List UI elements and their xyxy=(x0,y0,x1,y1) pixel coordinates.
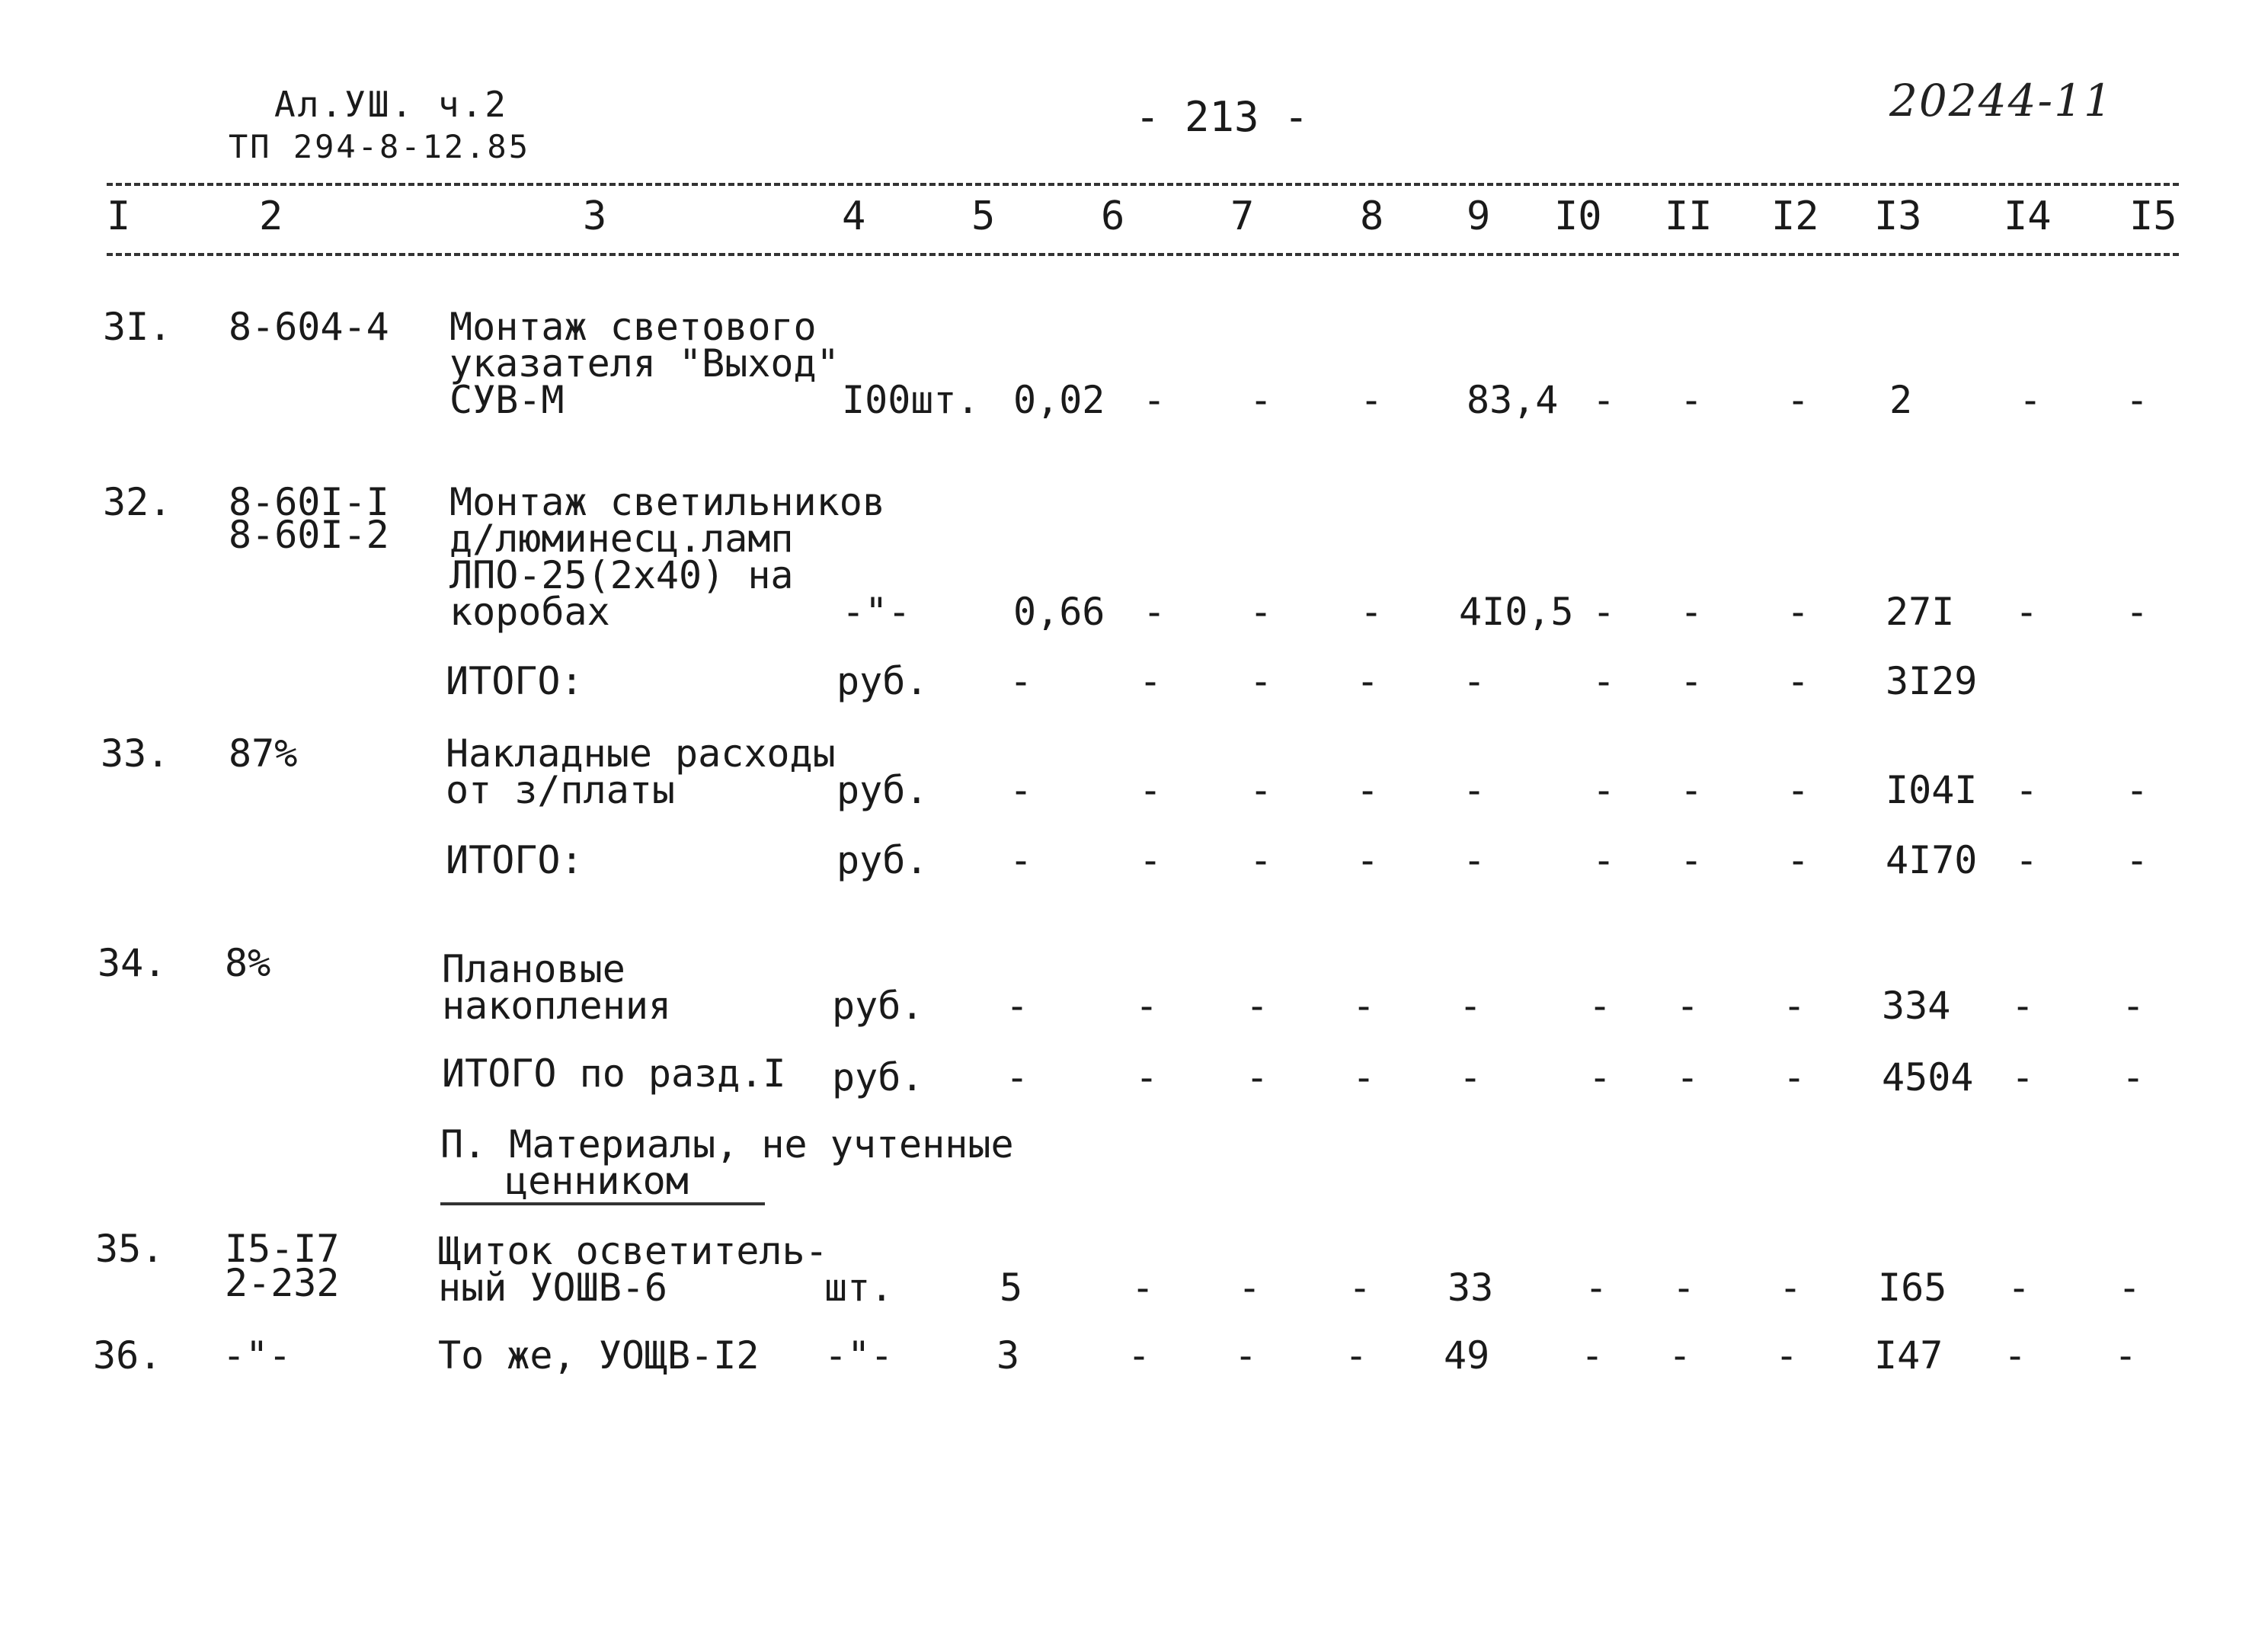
row-number: 32. xyxy=(103,480,172,524)
row-col10: - xyxy=(1581,1333,1604,1378)
row-col7: - xyxy=(1249,838,1273,882)
row-col8: - xyxy=(1352,1055,1376,1099)
row-unit: руб. xyxy=(837,659,929,703)
section-heading-underlined: ценником xyxy=(440,1163,765,1205)
row-col7: - xyxy=(1249,768,1273,812)
row-unit: -"- xyxy=(824,1333,894,1378)
row-col6: - xyxy=(1135,984,1159,1028)
row-col7: - xyxy=(1249,659,1273,703)
section-heading-line: П. Материалы, не учтенные xyxy=(440,1122,1014,1167)
row-col8: - xyxy=(1360,378,1384,422)
row-col7: - xyxy=(1238,1266,1262,1310)
row-col10: - xyxy=(1592,659,1616,703)
row-col5: 3 xyxy=(996,1333,1020,1378)
row-col9: 33 xyxy=(1447,1266,1494,1310)
row-code: -"- xyxy=(222,1333,292,1378)
row-unit: руб. xyxy=(837,838,929,882)
row-col6: - xyxy=(1143,378,1166,422)
row-col5: 5 xyxy=(1000,1266,1023,1310)
row-col15: - xyxy=(2114,1333,2138,1378)
colnum-8: 8 xyxy=(1360,194,1384,239)
header-top-rule xyxy=(107,183,2179,186)
row-unit: шт. xyxy=(824,1266,894,1310)
row-col9: 49 xyxy=(1444,1333,1490,1378)
colnum-2: 2 xyxy=(259,194,283,239)
colnum-5: 5 xyxy=(971,194,996,239)
page-number: - 213 - xyxy=(1135,93,1309,141)
colnum-12: I2 xyxy=(1771,194,1819,239)
row-desc-line: Монтаж светильников xyxy=(449,480,885,524)
row-col6: - xyxy=(1139,768,1163,812)
row-unit: I00шт. xyxy=(842,378,980,422)
row-col15: - xyxy=(2126,838,2149,882)
row-desc-line: Плановые xyxy=(442,947,625,991)
row-number: 3I. xyxy=(103,305,172,349)
row-desc-line: То же, УОЩВ-I2 xyxy=(438,1333,760,1378)
row-desc-line: коробах xyxy=(449,590,610,634)
document-number: 20244-11 xyxy=(1889,75,2113,126)
row-col10: - xyxy=(1592,768,1616,812)
row-col6: - xyxy=(1128,1333,1151,1378)
row-col5: - xyxy=(1006,984,1029,1028)
colnum-15: I5 xyxy=(2129,194,2177,239)
row-col12: - xyxy=(1787,590,1810,634)
row-col8: - xyxy=(1356,659,1380,703)
row-col11: - xyxy=(1672,1266,1696,1310)
row-col14: - xyxy=(2011,1055,2035,1099)
row-col6: - xyxy=(1139,838,1163,882)
row-col7: - xyxy=(1249,378,1273,422)
row-number: 34. xyxy=(98,941,167,985)
row-col15: - xyxy=(2126,590,2149,634)
row-col13: 4504 xyxy=(1882,1055,1974,1099)
row-col12: - xyxy=(1775,1333,1799,1378)
row-col8: - xyxy=(1348,1266,1372,1310)
row-desc-line: от з/платы xyxy=(446,768,676,812)
row-col12: - xyxy=(1787,838,1810,882)
colnum-6: 6 xyxy=(1101,194,1125,239)
row-col9: - xyxy=(1463,768,1486,812)
row-col6: - xyxy=(1139,659,1163,703)
row-col6: - xyxy=(1143,590,1166,634)
row-col9: - xyxy=(1463,838,1486,882)
row-number: 33. xyxy=(101,731,170,776)
row-number: 35. xyxy=(95,1227,165,1271)
row-col10: - xyxy=(1585,1266,1608,1310)
row-unit: -"- xyxy=(842,590,911,634)
row-code: 87% xyxy=(229,731,298,776)
row-col8: - xyxy=(1356,838,1380,882)
row-code: I5-I7 xyxy=(225,1227,340,1271)
row-col11: - xyxy=(1676,984,1700,1028)
row-desc-line: ИТОГО: xyxy=(446,838,584,882)
row-col14: - xyxy=(2007,1266,2031,1310)
colnum-11: II xyxy=(1665,194,1713,239)
row-code: 2-232 xyxy=(225,1261,340,1305)
row-col5: 0,02 xyxy=(1013,378,1105,422)
row-col15: - xyxy=(2126,378,2149,422)
row-col5: - xyxy=(1009,838,1033,882)
colnum-7: 7 xyxy=(1230,194,1255,239)
row-col14: - xyxy=(2015,768,2039,812)
row-col7: - xyxy=(1249,590,1273,634)
row-desc-line: указателя "Выход" xyxy=(449,341,840,386)
row-col7: - xyxy=(1246,984,1269,1028)
row-col14: - xyxy=(2015,590,2039,634)
row-desc-line: Монтаж светового xyxy=(449,305,817,349)
row-col5: - xyxy=(1006,1055,1029,1099)
colnum-1: I xyxy=(107,194,131,239)
row-desc-line: ИТОГО по разд.I xyxy=(442,1051,786,1096)
row-col10: - xyxy=(1592,838,1616,882)
row-unit: руб. xyxy=(832,984,924,1028)
row-code: 8-604-4 xyxy=(229,305,389,349)
row-col12: - xyxy=(1783,984,1806,1028)
row-desc-line: Щиток осветитель- xyxy=(438,1229,828,1273)
row-col12: - xyxy=(1787,659,1810,703)
row-col12: - xyxy=(1787,768,1810,812)
row-number: 36. xyxy=(93,1333,162,1378)
row-col14: - xyxy=(2015,838,2039,882)
row-unit: руб. xyxy=(832,1055,924,1099)
row-col8: - xyxy=(1356,768,1380,812)
row-col10: - xyxy=(1588,1055,1612,1099)
row-col10: - xyxy=(1588,984,1612,1028)
row-col11: - xyxy=(1680,378,1703,422)
row-code: 8-60I-I xyxy=(229,480,389,524)
row-col6: - xyxy=(1131,1266,1155,1310)
row-col11: - xyxy=(1680,659,1703,703)
row-col15: - xyxy=(2122,984,2145,1028)
row-col11: - xyxy=(1676,1055,1700,1099)
row-desc-line: СУВ-М xyxy=(449,378,565,422)
colnum-10: I0 xyxy=(1554,194,1602,239)
row-col7: - xyxy=(1246,1055,1269,1099)
row-col12: - xyxy=(1787,378,1810,422)
row-col13: 334 xyxy=(1882,984,1951,1028)
row-col12: - xyxy=(1779,1266,1803,1310)
colnum-14: I4 xyxy=(2004,194,2052,239)
row-desc-line: д/люминесц.ламп xyxy=(449,517,794,561)
row-col11: - xyxy=(1680,768,1703,812)
row-col11: - xyxy=(1680,838,1703,882)
row-col5: 0,66 xyxy=(1013,590,1105,634)
row-col8: - xyxy=(1360,590,1384,634)
row-col14: - xyxy=(2004,1333,2027,1378)
row-col9: - xyxy=(1463,659,1486,703)
row-code: 8% xyxy=(225,941,271,985)
row-code: 8-60I-2 xyxy=(229,513,389,557)
row-col8: - xyxy=(1345,1333,1368,1378)
row-col13: 4I70 xyxy=(1886,838,1978,882)
row-col10: - xyxy=(1592,378,1616,422)
project-code: ТП 294-8-12.85 xyxy=(229,128,531,165)
row-col13: 3I29 xyxy=(1886,659,1978,703)
row-col9: - xyxy=(1459,984,1483,1028)
row-desc-line: ИТОГО: xyxy=(446,659,584,703)
row-col11: - xyxy=(1668,1333,1692,1378)
row-col14: - xyxy=(2011,984,2035,1028)
row-col7: - xyxy=(1234,1333,1258,1378)
row-col11: - xyxy=(1680,590,1703,634)
row-col13: 2 xyxy=(1889,378,1913,422)
row-col13: I65 xyxy=(1878,1266,1947,1310)
row-col13: I47 xyxy=(1874,1333,1943,1378)
row-col9: - xyxy=(1459,1055,1483,1099)
row-col9: 83,4 xyxy=(1467,378,1559,422)
colnum-13: I3 xyxy=(1874,194,1922,239)
row-col15: - xyxy=(2126,768,2149,812)
row-col8: - xyxy=(1352,984,1376,1028)
row-desc-line: Накладные расходы xyxy=(446,731,836,776)
colnum-3: 3 xyxy=(583,194,607,239)
row-col12: - xyxy=(1783,1055,1806,1099)
row-col10: - xyxy=(1592,590,1616,634)
row-col5: - xyxy=(1009,659,1033,703)
row-col6: - xyxy=(1135,1055,1159,1099)
row-col13: I04I xyxy=(1886,768,1978,812)
album-label: Ал.УШ. ч.2 xyxy=(274,84,508,125)
header-bottom-rule xyxy=(107,253,2179,256)
colnum-4: 4 xyxy=(842,194,866,239)
row-desc-line: ный УОШВ-6 xyxy=(438,1266,668,1310)
row-col5: - xyxy=(1009,768,1033,812)
colnum-9: 9 xyxy=(1467,194,1491,239)
row-col13: 27I xyxy=(1886,590,1955,634)
row-desc-line: накопления xyxy=(442,984,672,1028)
row-desc-line: ЛПО-25(2х40) на xyxy=(449,553,794,597)
row-col15: - xyxy=(2118,1266,2142,1310)
row-col15: - xyxy=(2122,1055,2145,1099)
row-col14: - xyxy=(2019,378,2042,422)
row-col9: 4I0,5 xyxy=(1459,590,1574,634)
row-unit: руб. xyxy=(837,768,929,812)
